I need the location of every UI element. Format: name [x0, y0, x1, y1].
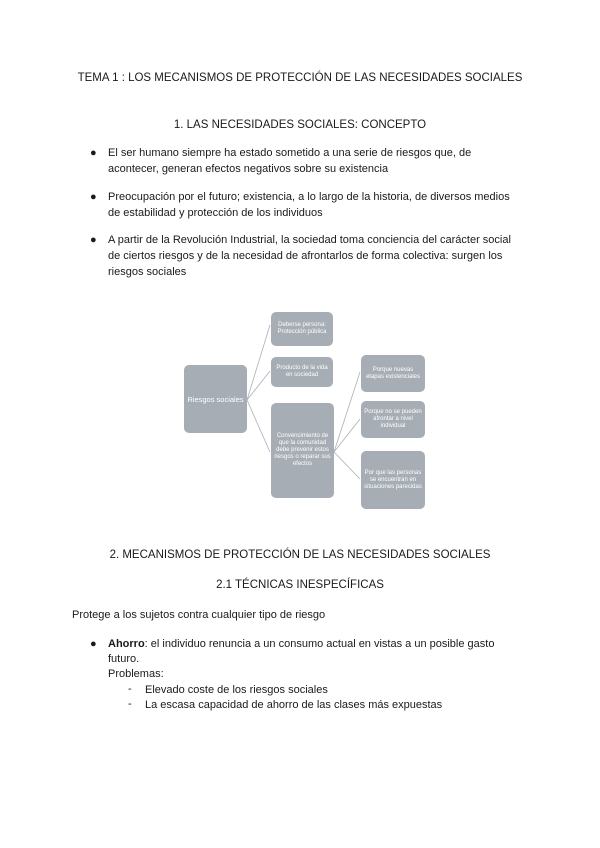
concept-diagram	[180, 305, 430, 520]
bullet-icon: ●	[90, 191, 97, 203]
ahorro-term: Ahorro	[108, 638, 145, 650]
bullet-icon: ●	[90, 147, 97, 159]
diagram-leaf-similar-situations: Por que las personas se encuentran en situaciones parecidas	[361, 451, 425, 509]
diagram-leaf-not-individual: Porque no se pueden afrontar a nivel individual	[361, 401, 425, 438]
diagram-node-protection: Deberse persona: Protección pública	[271, 312, 333, 346]
diagram-leaf-new-stages: Porque nuevas etapas existenciales	[361, 355, 425, 392]
dash-icon: -	[128, 683, 132, 695]
bullet-item-3: A partir de la Revolución Industrial, la sociedad toma conciencia del carácter social de ciertos riesgos y de la necesidad de afrontarlos de forma colectiva: surgen los riesgos sociales	[108, 234, 511, 278]
diagram-node-society: Producto de la vida en sociedad	[271, 357, 333, 387]
diagram-node-community: Convencimiento de que la comunidad debe prevenir estos riesgos o reparar sus efectos	[271, 403, 334, 498]
problems-label: Problemas:	[108, 668, 164, 680]
section-1-heading: 1. LAS NECESIDADES SOCIALES: CONCEPTO	[173, 119, 427, 131]
bullet-icon: ●	[90, 638, 97, 650]
ahorro-item: Ahorro: el individuo renuncia a un consumo actual en vistas a un posible gasto futuro. Problemas:	[108, 637, 528, 682]
bullet-item-2: Preocupación por el futuro; existencia, a lo largo de la historia, de diversos medios de estabilidad y protección de los individuos	[108, 191, 510, 219]
section-2-intro: Protege a los sujetos contra cualquier tipo de riesgo	[72, 609, 326, 621]
section-2-heading: 2. MECANISMOS DE PROTECCIÓN DE LAS NECESIDADES SOCIALES	[109, 549, 491, 561]
section-2-1-heading: 2.1 TÉCNICAS INESPECÍFICAS	[216, 579, 384, 591]
bullet-icon: ●	[90, 234, 97, 246]
problem-item-2: La escasa capacidad de ahorro de las clases más expuestas	[145, 699, 443, 711]
diagram-root-node: Riesgos sociales	[184, 365, 247, 433]
dash-icon: -	[128, 698, 132, 710]
problem-item-1: Elevado coste de los riesgos sociales	[145, 684, 328, 696]
bullet-item-1: El ser humano siempre ha estado sometido a una serie de riesgos que, de acontecer, generan efectos negativos sobre su existencia	[108, 147, 472, 175]
document-title: TEMA 1 : LOS MECANISMOS DE PROTECCIÓN DE LAS NECESIDADES SOCIALES	[77, 72, 523, 84]
